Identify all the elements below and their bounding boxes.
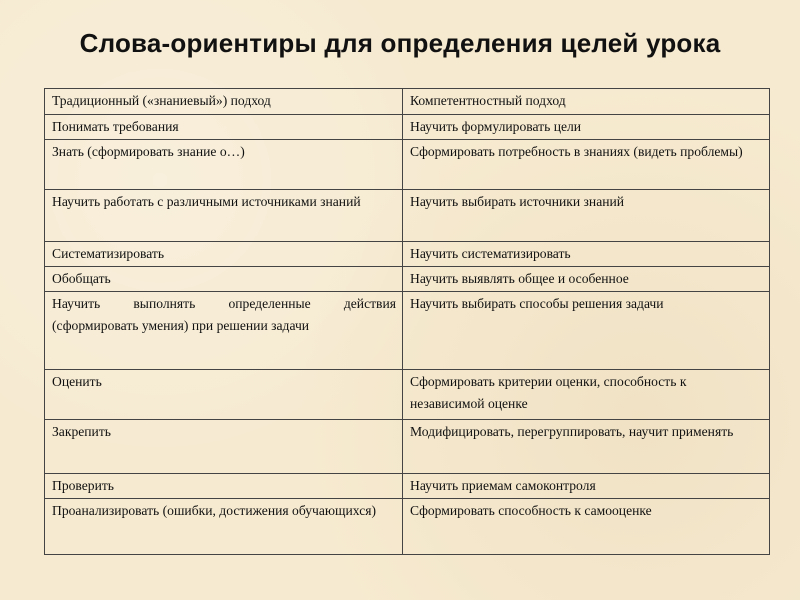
table-header-row [45,89,770,115]
table-row [45,474,770,499]
cell-competence: Научить формулировать цели [403,115,770,140]
comparison-table [44,88,770,555]
cell-competence: Научить выявлять общее и особенное [403,267,770,292]
table-row [45,292,770,370]
table-row [45,370,770,420]
cell-traditional: Закрепить [45,420,403,474]
table-row [45,190,770,242]
cell-competence: Сформировать способность к самооценке [403,499,770,555]
cell-traditional: Обобщать [45,267,403,292]
cell-competence: Сформировать потребность в знаниях (видеть проблемы) [403,140,770,190]
table-row [45,420,770,474]
cell-competence: Научить приемам самоконтроля [403,474,770,499]
header-traditional: Традиционный («знаниевый») подход [45,89,403,115]
cell-traditional: Систематизировать [45,242,403,267]
cell-traditional: Оценить [45,370,403,420]
cell-competence: Сформировать критерии оценки, способность к независимой оценке [403,370,770,420]
cell-competence: Научить систематизировать [403,242,770,267]
cell-traditional: Научить работать с различными источниками знаний [45,190,403,242]
table-row [45,499,770,555]
cell-traditional: Проанализировать (ошибки, достижения обучающихся) [45,499,403,555]
cell-competence: Научить выбирать способы решения задачи [403,292,770,370]
cell-traditional: Понимать требования [45,115,403,140]
slide-title: Слова-ориентиры для определения целей урока [79,28,721,58]
cell-traditional: Проверить [45,474,403,499]
table-row [45,140,770,190]
cell-traditional: Научить выполнять определенные действия (сформировать умения) при решении задачи [45,292,403,370]
cell-traditional: Знать (сформировать знание о…) [45,140,403,190]
table-row [45,242,770,267]
cell-competence: Модифицировать, перегруппировать, научит применять [403,420,770,474]
header-competence: Компетентностный подход [403,89,770,115]
table-row [45,115,770,140]
table-row [45,267,770,292]
cell-competence: Научить выбирать источники знаний [403,190,770,242]
